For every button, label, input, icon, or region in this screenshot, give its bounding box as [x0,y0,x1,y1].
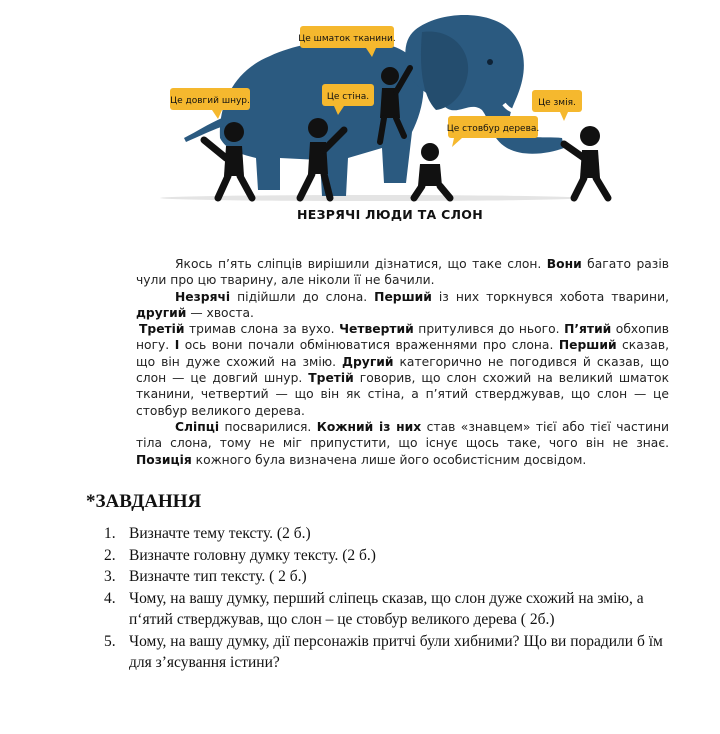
ground-shadow [160,195,580,201]
elephant-eye [487,59,493,65]
illustration [160,8,620,208]
illustration-caption: НЕЗРЯЧІ ЛЮДИ ТА СЛОН [297,207,483,222]
story-text [136,256,669,468]
story-paragraph-1: Якось п’ять сліпців вирішили дізнатися, що таке слон. Вони багато разів чули про цю тварину, але ніколи її не бачили. [136,257,669,288]
story-paragraph-3: Третій тримав слона за вухо. Четвертий притулився до нього. П’ятий обхопив ногу. І ось вони почали обмінюватися враженнями про слона. Перший сказав, що він дуже схожий на змію. Другий категорично не погодився й сказав, що слон — це довгий шнур. Третій говорив, що слон схожий на великий шматок тканини, четвертий — що він як стіна, а п’ятий стверджував, що слон — це стовбур великого дерева. [136,322,669,418]
svg-text:Це стовбур дерева.: Це стовбур дерева. [446,124,540,134]
task-item: 2. Визначте головну думку тексту. (2 б.) [104,546,376,564]
bubble-snake [532,90,582,121]
task-list [104,523,664,674]
tasks-heading: *ЗАВДАННЯ [86,491,202,512]
svg-text:Це змія.: Це змія. [538,98,576,108]
story-paragraph-4: Сліпці посварилися. Кожний із них став «знавцем» тієї або тієї частини тіла слона, тому не міг припустити, що існує щось таке, чого він не знає. Позиція кожного була визначена лише його особистісним досвідом. [136,419,669,467]
svg-text:Це стіна.: Це стіна. [326,92,370,102]
task-item: 4. Чому, на вашу думку, перший сліпець сказав, що слон дуже схожий на змію, а п‘ятий стверджував, що слон – це стовбур великого дерева ( 2б.) [104,589,644,628]
task-item: 5. Чому, на вашу думку, дії персонажів притчі були хибними? Що ви порадили б їм для з’ясування істини? [104,632,663,671]
story-paragraph-2: Незрячі підійшли до слона. Перший із них торкнувся хобота тварини, другий — хвоста. [136,289,669,320]
elephant-illustration [160,8,620,208]
figure-wall [414,143,450,198]
task-item: 3. Визначте тип тексту. ( 2 б.) [104,568,307,585]
figure-trunk [564,126,608,198]
svg-text:Це шматок тканини.: Це шматок тканини. [298,34,396,44]
task-item: 1. Визначте тему тексту. (2 б.) [104,525,311,542]
svg-text:Це довгий шнур.: Це довгий шнур. [170,96,250,106]
